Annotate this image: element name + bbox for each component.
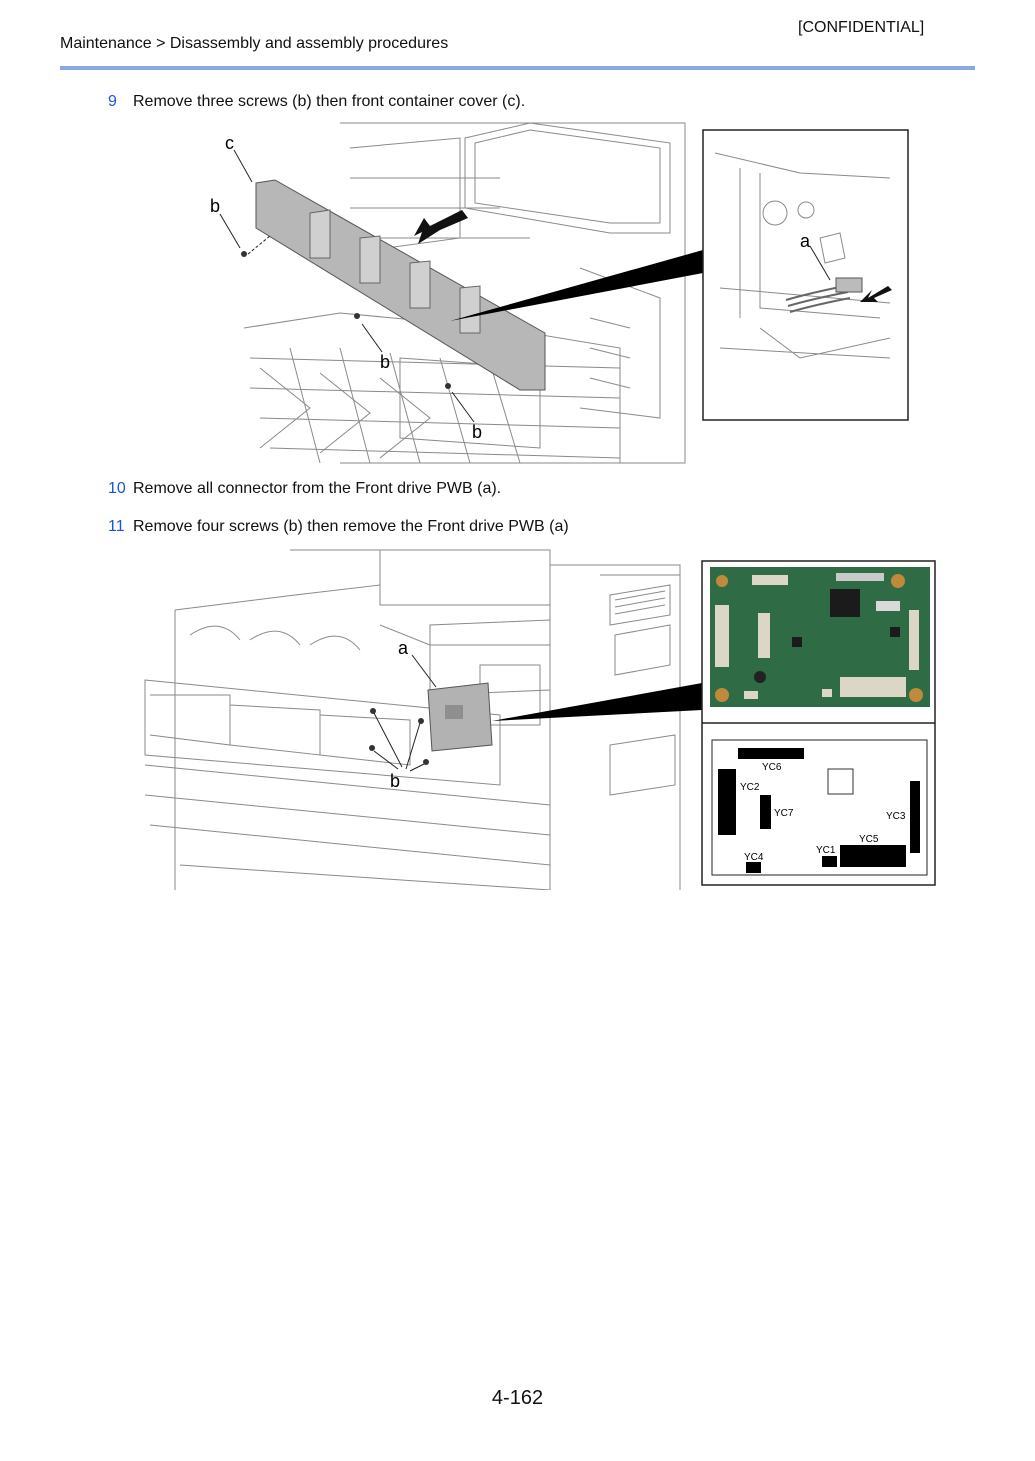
screw-icon	[445, 383, 451, 389]
step-text: Remove four screws (b) then remove the Front drive PWB (a)	[133, 518, 569, 535]
connector-label: YC2	[740, 782, 760, 793]
callout-b: b	[210, 196, 221, 216]
connector-label: YC5	[859, 834, 879, 845]
connector-yc3	[910, 781, 920, 853]
step-number: 9	[108, 93, 117, 110]
connector-label: YC4	[744, 852, 764, 863]
callout-a: a	[800, 231, 811, 251]
figure-remove-container-cover	[200, 118, 920, 468]
connector-label: YC6	[762, 762, 782, 773]
pwb-photo	[710, 567, 930, 707]
connector-yc4	[746, 862, 761, 873]
zoom-pointer	[492, 683, 702, 721]
step-text: Remove all connector from the Front drive PWB (a).	[133, 480, 502, 497]
header-divider	[60, 66, 975, 70]
connector-yc2	[718, 769, 736, 835]
callout-b: b	[472, 422, 483, 442]
connector-label: YC1	[816, 845, 836, 856]
callout-b: b	[380, 352, 391, 372]
zoom-pointer	[450, 250, 703, 321]
pwb-detail-inset	[702, 561, 935, 885]
breadcrumb: Maintenance > Disassembly and assembly procedures	[60, 35, 449, 52]
connector-yc5	[840, 845, 906, 867]
step-text: Remove three screws (b) then front container cover (c).	[133, 93, 526, 110]
screw-icon	[241, 251, 247, 257]
callout-c: c	[225, 133, 234, 153]
front-drive-pwb	[428, 683, 492, 751]
screw-icon	[354, 313, 360, 319]
confidential-label: [CONFIDENTIAL]	[798, 19, 925, 36]
connector-yc7	[760, 795, 771, 829]
step-number: 10	[108, 480, 126, 497]
connector-yc6	[738, 748, 804, 759]
figure-remove-front-drive-pwb	[130, 545, 940, 890]
detail-inset	[703, 130, 908, 420]
page-number: 4-162	[491, 1387, 544, 1409]
step-9	[108, 93, 525, 111]
connector-yc1	[822, 856, 837, 867]
step-11	[108, 518, 569, 536]
ic-chip-outline	[828, 769, 853, 794]
callout-b: b	[390, 771, 401, 791]
screw-icon	[418, 718, 424, 724]
screw-icon	[370, 708, 376, 714]
screw-icon	[369, 745, 375, 751]
callout-a: a	[398, 638, 409, 658]
step-10	[108, 480, 501, 498]
connector-label: YC7	[774, 808, 794, 819]
connector-label: YC3	[886, 811, 906, 822]
step-number: 11	[108, 518, 125, 535]
